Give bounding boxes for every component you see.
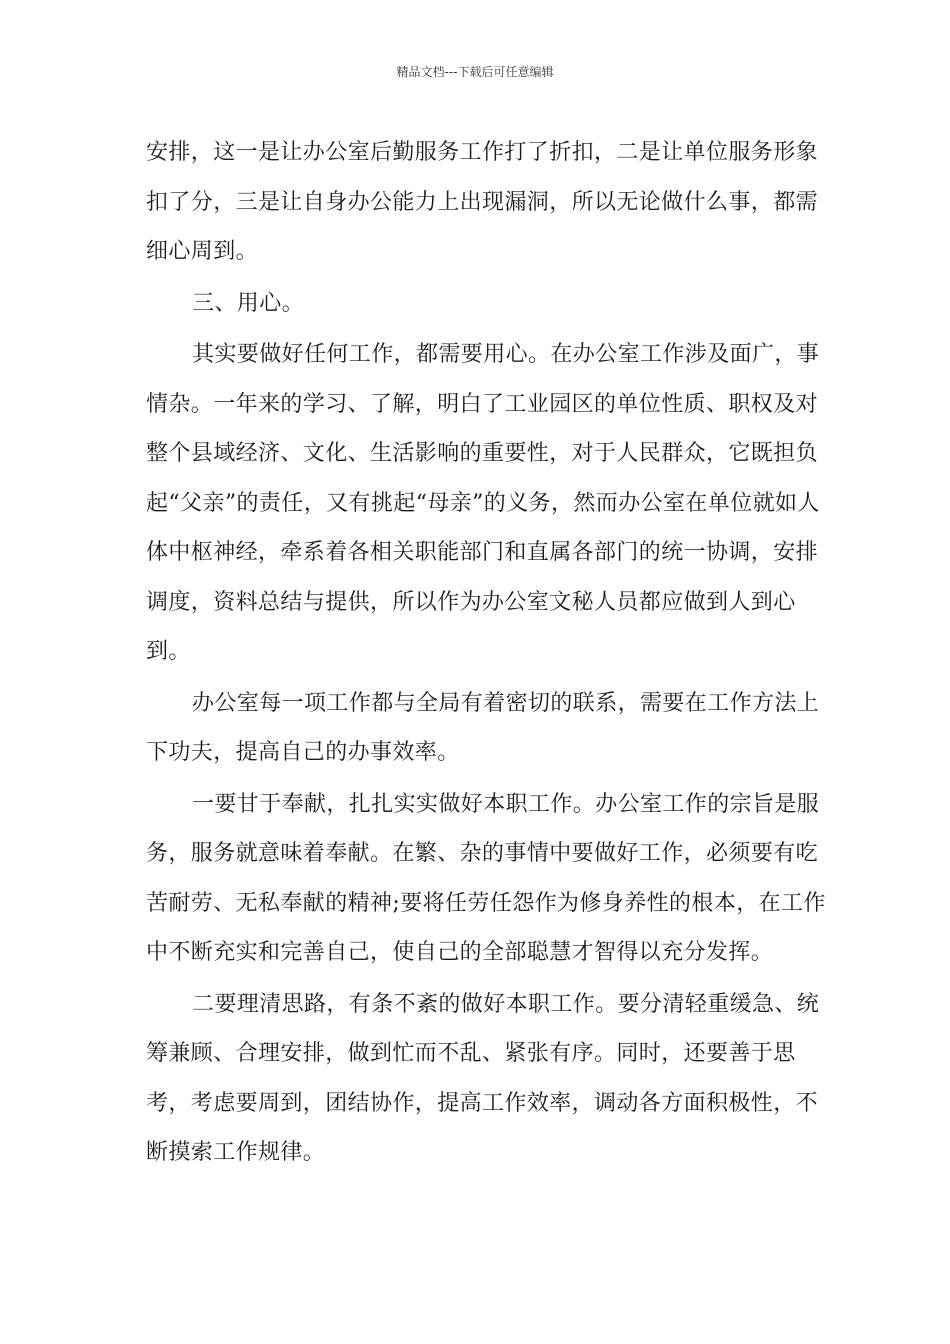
paragraph-continuation: 安排，这一是让办公室后勤服务工作打了折扣，二是让单位服务形象扣了分，三是让自身办公能力上出现漏洞，所以无论做什么事，都需细心周到。 xyxy=(146,140,819,264)
paragraph: 其实要做好任何工作，都需要用心。在办公室工作涉及面广，事情杂。一年来的学习、了解，明白了工业园区的单位性质、职权及对整个县域经济、文化、生活影响的重要性，对于人民群众，它既担负起“父亲”的责任，又有挑起“母亲”的义务，然而办公室在单位就如人体中枢神经，牵系着各相关职能部门和直属各部门的统一协调，安排调度，资料总结与提供，所以作为办公室文秘人员都应做到人到心到。 xyxy=(146,342,820,664)
paragraph: 办公室每一项工作都与全局有着密切的联系，需要在工作方法上下功夫，提高自己的办事效率。 xyxy=(146,690,820,765)
document-body xyxy=(146,128,826,1180)
page-header: 精品文档---下载后可任意编辑 xyxy=(396,65,554,79)
section-heading-3: 三、用心。 xyxy=(192,290,305,316)
paragraph: 一要甘于奉献，扎扎实实做好本职工作。办公室工作的宗旨是服务，服务就意味着奉献。在繁、杂的事情中要做好工作，必须要有吃苦耐劳、无私奉献的精神;要将任劳任怨作为修身养性的根本，在工作中不断充实和完善自己，使自己的全部聪慧才智得以充分发挥。 xyxy=(146,791,826,965)
paragraph: 二要理清思路，有条不紊的做好本职工作。要分清轻重缓急、统筹兼顾、合理安排，做到忙而不乱、紧张有序。同时，还要善于思考，考虑要周到，团结协作，提高工作效率，调动各方面积极性，不断摸索工作规律。 xyxy=(146,991,820,1165)
